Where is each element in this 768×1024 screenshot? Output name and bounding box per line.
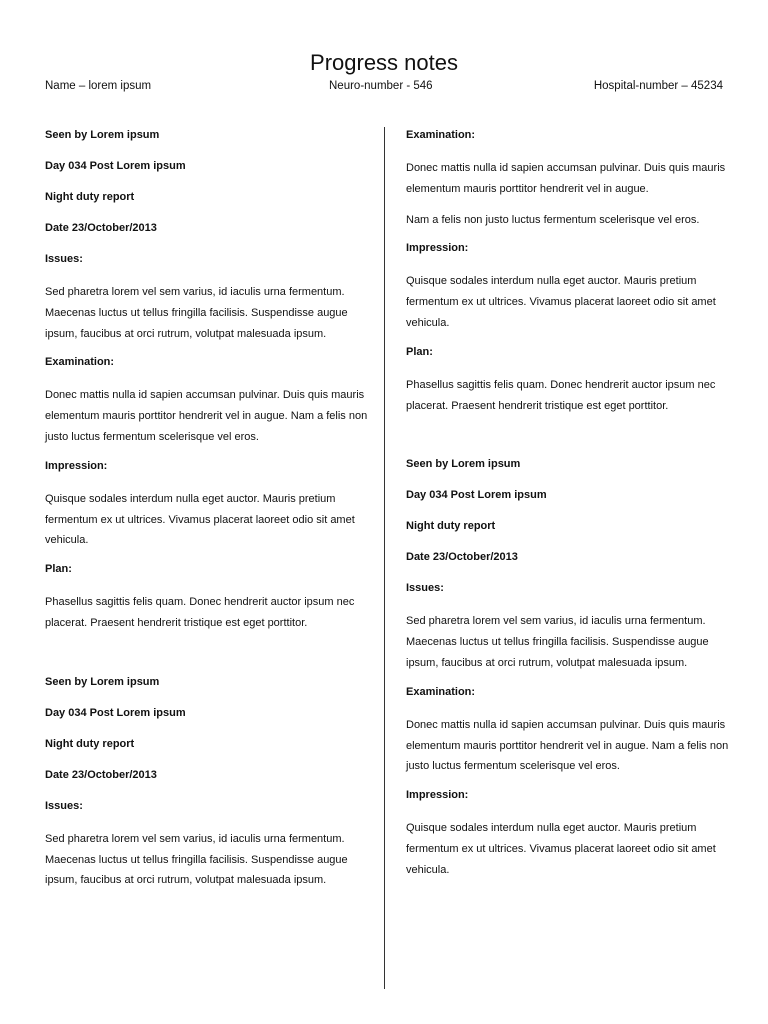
plan-label: Plan:	[406, 345, 433, 358]
page-title: Progress notes	[310, 50, 458, 75]
note-date: Date 23/October/2013	[45, 768, 157, 781]
day-post: Day 034 Post Lorem ipsum	[45, 706, 186, 719]
plan-text: Phasellus sagittis felis quam. Donec hendrerit auctor ipsum nec placerat. Praesent hendrerit tristique est eget porttitor.	[45, 596, 355, 629]
progress-note-continued	[406, 127, 731, 416]
note-spacer	[406, 426, 731, 456]
impression-text: Quisque sodales interdum nulla eget auctor. Mauris pretium fermentum ex ut ultrices. Vivamus placerat laoreet odio sit amet vehicula.	[406, 822, 716, 876]
impression-label: Impression:	[406, 242, 469, 255]
progress-note	[45, 127, 370, 634]
report-type: Night duty report	[45, 191, 135, 203]
plan-label: Plan:	[45, 563, 72, 576]
neuro-number: Neuro-number - 546	[329, 80, 433, 92]
progress-note	[406, 456, 731, 880]
issues-text: Sed pharetra lorem vel sem varius, id iaculis urna fermentum. Maecenas luctus ut tellus fringilla facilisis. Suspendisse augue ipsum, faucibus at orci rutrum, volutpat malesuada ipsum.	[45, 832, 348, 887]
examination-label: Examination:	[406, 129, 476, 141]
impression-label: Impression:	[45, 459, 108, 472]
note-spacer	[45, 644, 370, 674]
note-date: Date 23/October/2013	[406, 551, 518, 564]
issues-text: Sed pharetra lorem vel sem varius, id iaculis urna fermentum. Maecenas luctus ut tellus fringilla facilisis. Suspendisse augue ipsum, faucibus at orci rutrum, volutpat malesuada ipsum.	[45, 286, 348, 340]
examination-text: Nam a felis non justo luctus fermentum scelerisque vel eros.	[406, 213, 700, 226]
impression-label: Impression:	[406, 789, 469, 802]
issues-label: Issues:	[406, 582, 444, 595]
examination-text: Donec mattis nulla id sapien accumsan pulvinar. Duis quis mauris elementum mauris porttitor hendrerit vel in augue. Nam a felis non justo luctus fermentum scelerisque vel eros.	[45, 389, 368, 443]
report-type: Night duty report	[406, 520, 496, 533]
column-divider	[384, 127, 385, 989]
day-post: Day 034 Post Lorem ipsum	[406, 489, 547, 502]
left-column	[45, 127, 370, 901]
issues-label: Issues:	[45, 799, 83, 812]
impression-text: Quisque sodales interdum nulla eget auctor. Mauris pretium fermentum ex ut ultrices. Vivamus placerat laoreet odio sit amet vehicula.	[45, 492, 355, 547]
patient-name: Name – lorem ipsum	[45, 80, 152, 92]
impression-text: Quisque sodales interdum nulla eget auctor. Mauris pretium fermentum ex ut ultrices. Vivamus placerat laoreet odio sit amet vehicula.	[406, 275, 716, 329]
issues-label: Issues:	[45, 253, 83, 265]
report-type: Night duty report	[45, 737, 135, 750]
examination-label: Examination:	[406, 685, 476, 698]
note-date: Date 23/October/2013	[45, 222, 157, 234]
examination-text: Donec mattis nulla id sapien accumsan pulvinar. Duis quis mauris elementum mauris porttitor hendrerit vel in augue. Nam a felis non justo luctus fermentum scelerisque vel eros.	[406, 718, 729, 773]
progress-note	[45, 674, 370, 891]
plan-text: Phasellus sagittis felis quam. Donec hendrerit auctor ipsum nec placerat. Praesent hendrerit tristique est eget porttitor.	[406, 378, 716, 412]
examination-text: Donec mattis nulla id sapien accumsan pulvinar. Duis quis mauris elementum mauris porttitor hendrerit vel in augue.	[406, 162, 726, 195]
seen-by: Seen by Lorem ipsum	[45, 129, 160, 141]
right-column	[406, 127, 731, 891]
hospital-number: Hospital-number – 45234	[593, 80, 723, 92]
issues-text: Sed pharetra lorem vel sem varius, id iaculis urna fermentum. Maecenas luctus ut tellus fringilla facilisis. Suspendisse augue ipsum, faucibus at orci rutrum, volutpat malesuada ipsum.	[406, 615, 709, 669]
day-post: Day 034 Post Lorem ipsum	[45, 160, 186, 172]
examination-label: Examination:	[45, 356, 115, 369]
seen-by: Seen by Lorem ipsum	[406, 458, 521, 471]
seen-by: Seen by Lorem ipsum	[45, 675, 160, 688]
